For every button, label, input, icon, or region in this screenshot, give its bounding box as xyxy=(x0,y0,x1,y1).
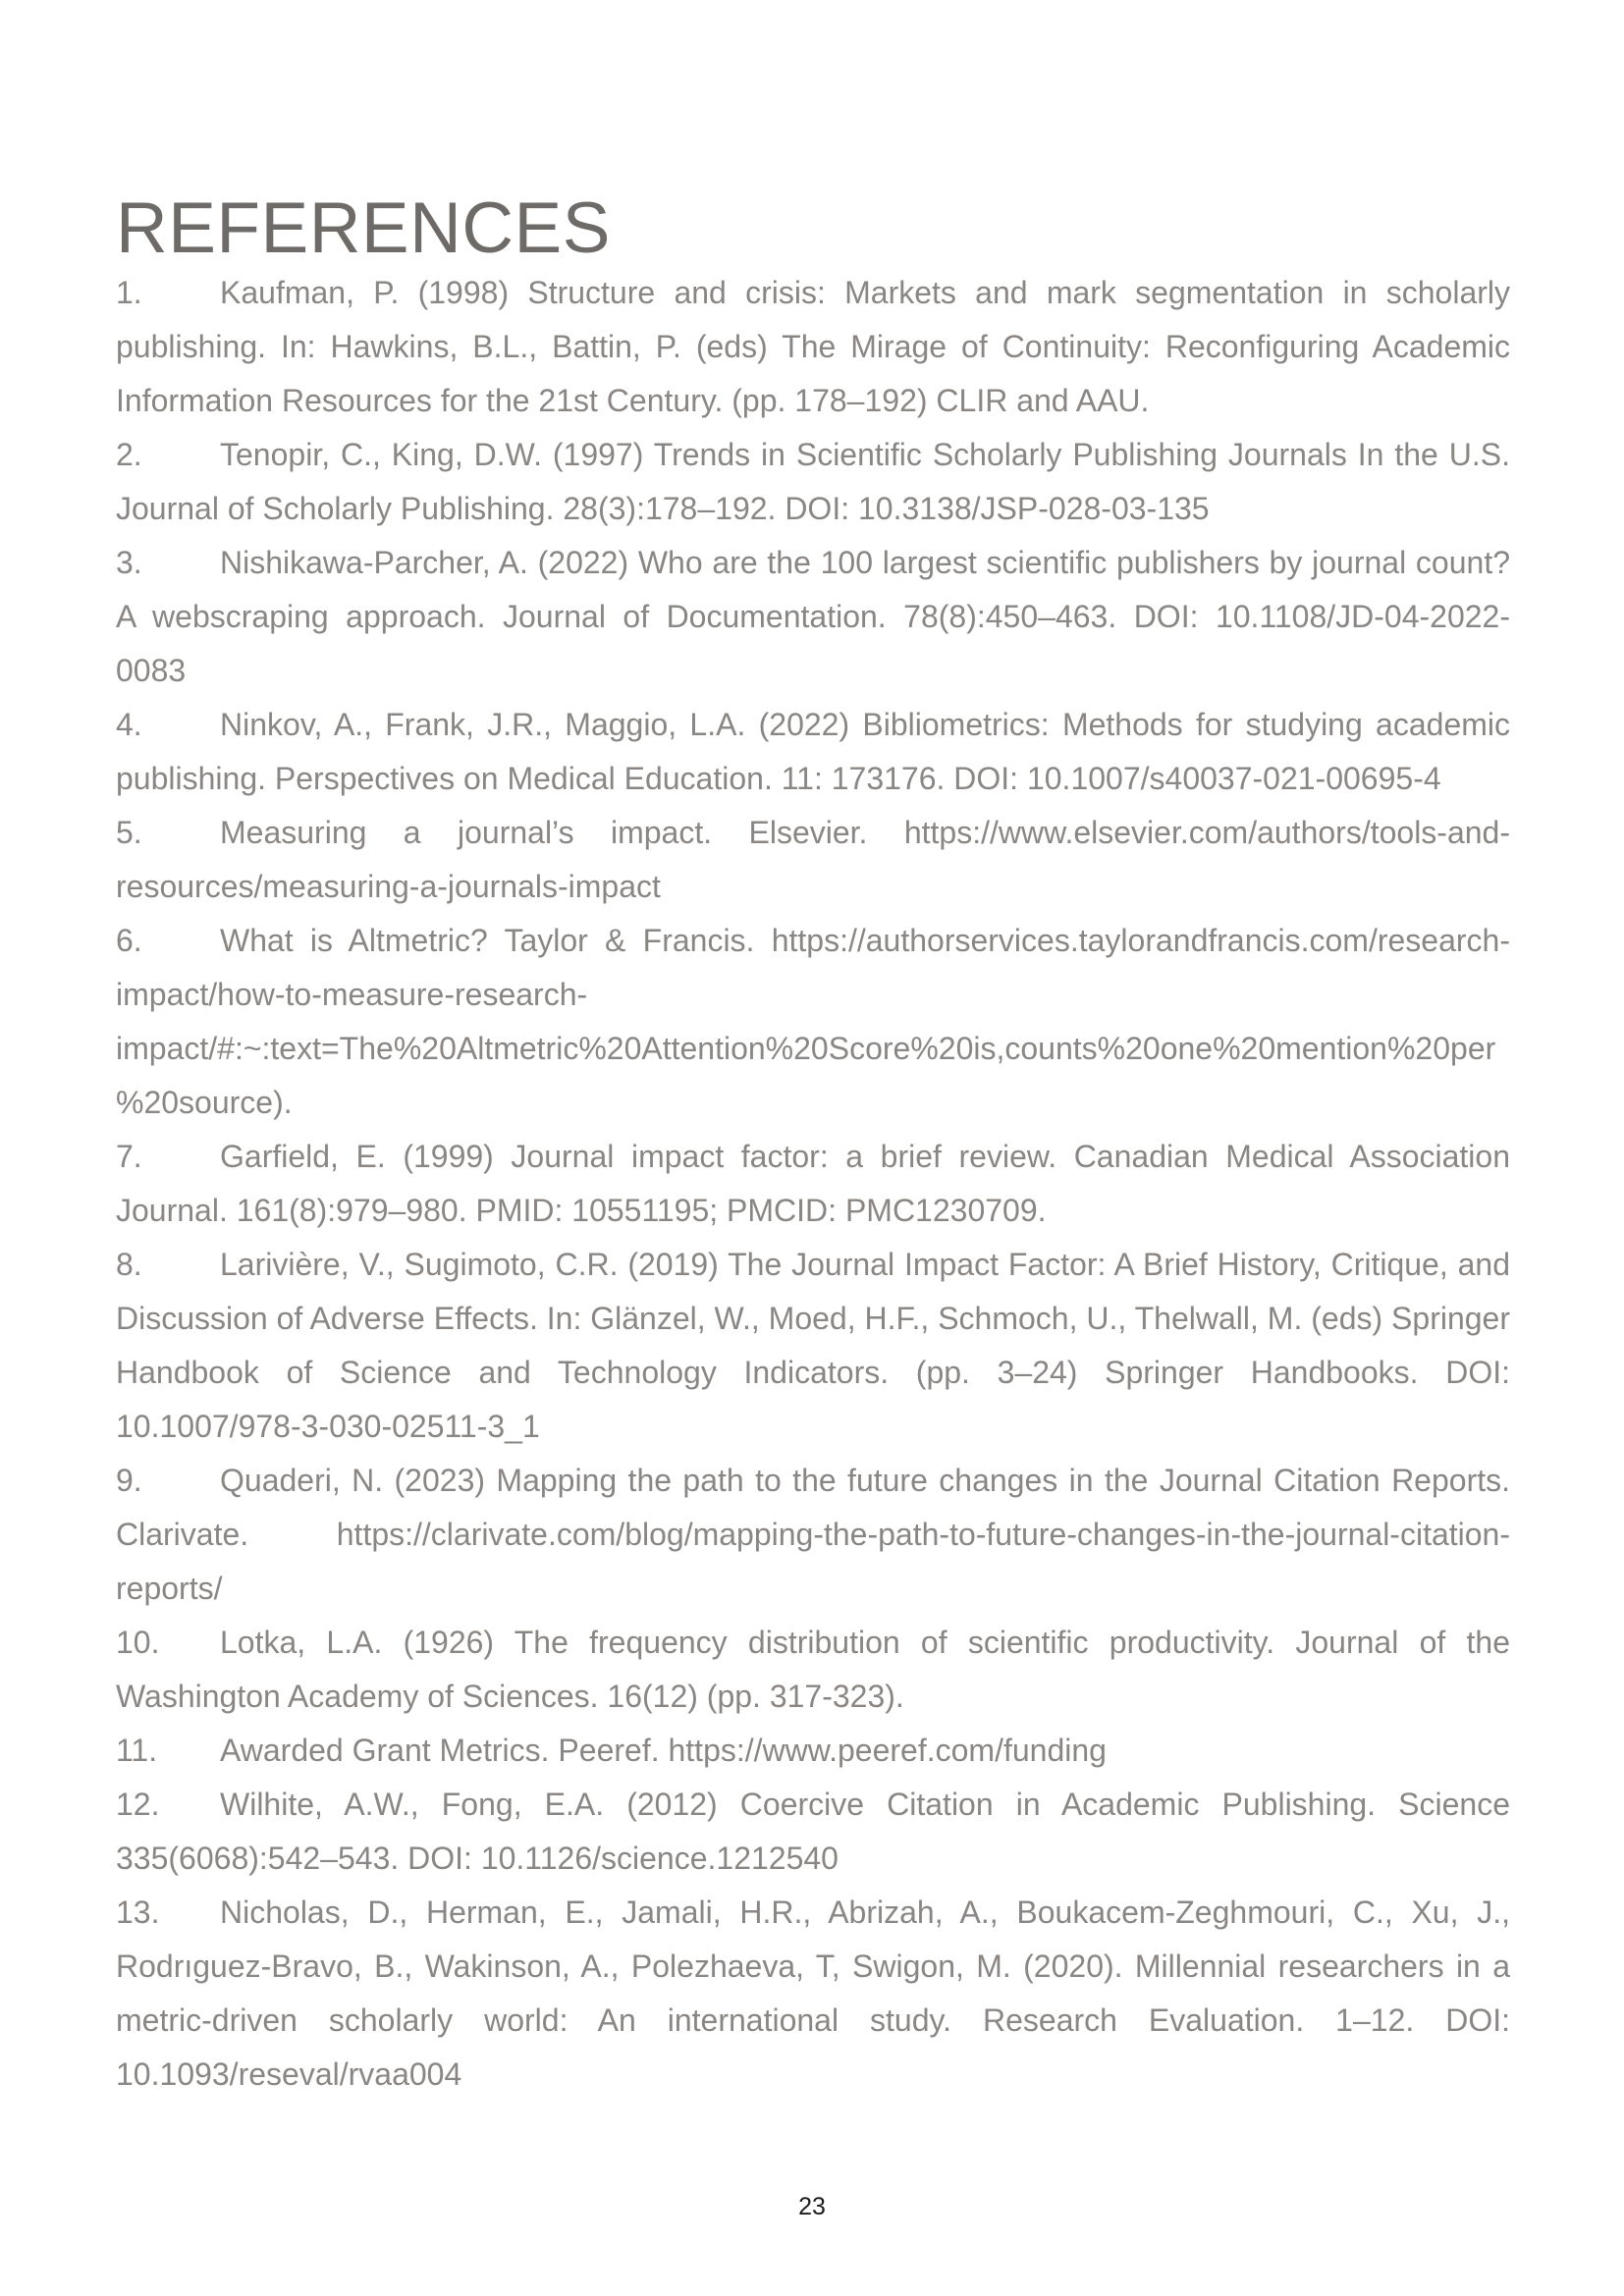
reference-item xyxy=(116,806,1510,914)
reference-number: 3. xyxy=(116,545,142,580)
reference-item xyxy=(116,428,1510,536)
reference-number: 13. xyxy=(116,1895,160,1930)
reference-number: 5. xyxy=(116,815,142,850)
reference-number: 8. xyxy=(116,1247,142,1282)
reference-item xyxy=(116,1616,1510,1724)
reference-text: Ninkov, A., Frank, J.R., Maggio, L.A. (2022) Bibliometrics: Methods for studying academic publishing. Perspectives on Medical Education. 11: 173176. DOI: 10.1007/s40037-021-00695-4 xyxy=(116,707,1510,796)
reference-item xyxy=(116,1886,1510,2102)
reference-text: Awarded Grant Metrics. Peeref. https://www.peeref.com/funding xyxy=(220,1733,1107,1768)
reference-text: What is Altmetric? Taylor & Francis. https://authorservices.taylorandfrancis.com/research-impact/how-to-measure-research-impact/#:~:text=The%20Altmetric%20Attention%20Score%20is,counts%20one%20mention%20per%20source). xyxy=(116,923,1510,1120)
reference-number: 10. xyxy=(116,1625,160,1660)
reference-number: 1. xyxy=(116,275,142,310)
reference-text: Nishikawa-Parcher, A. (2022) Who are the 100 largest scientific publishers by journal count? A webscraping approach. Journal of Documentation. 78(8):450–463. DOI: 10.1108/JD-04-2022-0083 xyxy=(116,545,1510,688)
reference-number: 12. xyxy=(116,1787,160,1822)
reference-text: Lotka, L.A. (1926) The frequency distribution of scientific productivity. Journal of the Washington Academy of Sciences. 16(12) (pp. 317-323). xyxy=(116,1625,1510,1714)
reference-number: 11. xyxy=(116,1733,158,1768)
reference-text: Quaderi, N. (2023) Mapping the path to the future changes in the Journal Citation Reports. Clarivate. https://clarivate.com/blog/mapping-the-path-to-future-changes-in-the-journal-citation-reports/ xyxy=(116,1463,1510,1606)
reference-item xyxy=(116,1778,1510,1886)
reference-number: 6. xyxy=(116,923,142,958)
reference-list xyxy=(116,266,1510,2102)
page-number: 23 xyxy=(798,2193,826,2220)
reference-text: Measuring a journal’s impact. Elsevier. https://www.elsevier.com/authors/tools-and-resources/measuring-a-journals-impact xyxy=(116,815,1510,904)
reference-text: Tenopir, C., King, D.W. (1997) Trends in Scientific Scholarly Publishing Journals In the U.S. Journal of Scholarly Publishing. 28(3):178–192. DOI: 10.3138/JSP-028-03-135 xyxy=(116,437,1510,526)
reference-item xyxy=(116,266,1510,428)
reference-number: 2. xyxy=(116,437,142,472)
reference-item xyxy=(116,914,1510,1130)
reference-number: 9. xyxy=(116,1463,142,1498)
reference-item xyxy=(116,698,1510,806)
reference-item xyxy=(116,1454,1510,1616)
reference-number: 4. xyxy=(116,707,142,742)
reference-text: Nicholas, D., Herman, E., Jamali, H.R., Abrizah, A., Boukacem-Zeghmouri, C., Xu, J., Rodrıguez-Bravo, B., Wakinson, A., Polezhaeva, T, Swigon, M. (2020). Millennial researchers in a metric-driven scholarly world: An international study. Research Evaluation. 1–12. DOI: 10.1093/reseval/rvaa004 xyxy=(116,1895,1510,2092)
reference-item xyxy=(116,1724,1510,1778)
reference-number: 7. xyxy=(116,1139,142,1174)
reference-item xyxy=(116,1130,1510,1238)
page-title: REFERENCES xyxy=(116,188,611,268)
reference-text: Larivière, V., Sugimoto, C.R. (2019) The Journal Impact Factor: A Brief History, Critique, and Discussion of Adverse Effects. In: Glänzel, W., Moed, H.F., Schmoch, U., Thelwall, M. (eds) Springer Handbook of Science and Technology Indicators. (pp. 3–24) Springer Handbooks. DOI: 10.1007/978-3-030-02511-3_1 xyxy=(116,1247,1510,1444)
reference-item xyxy=(116,536,1510,698)
reference-text: Garfield, E. (1999) Journal impact factor: a brief review. Canadian Medical Association Journal. 161(8):979–980. PMID: 10551195; PMCID: PMC1230709. xyxy=(116,1139,1510,1228)
page-content xyxy=(116,188,1510,2102)
reference-item xyxy=(116,1238,1510,1454)
reference-text: Kaufman, P. (1998) Structure and crisis: Markets and mark segmentation in scholarly publishing. In: Hawkins, B.L., Battin, P. (eds) The Mirage of Continuity: Reconfiguring Academic Information Resources for the 21st Century. (pp. 178–192) CLIR and AAU. xyxy=(116,275,1510,418)
reference-text: Wilhite, A.W., Fong, E.A. (2012) Coercive Citation in Academic Publishing. Science 335(6068):542–543. DOI: 10.1126/science.1212540 xyxy=(116,1787,1510,1876)
